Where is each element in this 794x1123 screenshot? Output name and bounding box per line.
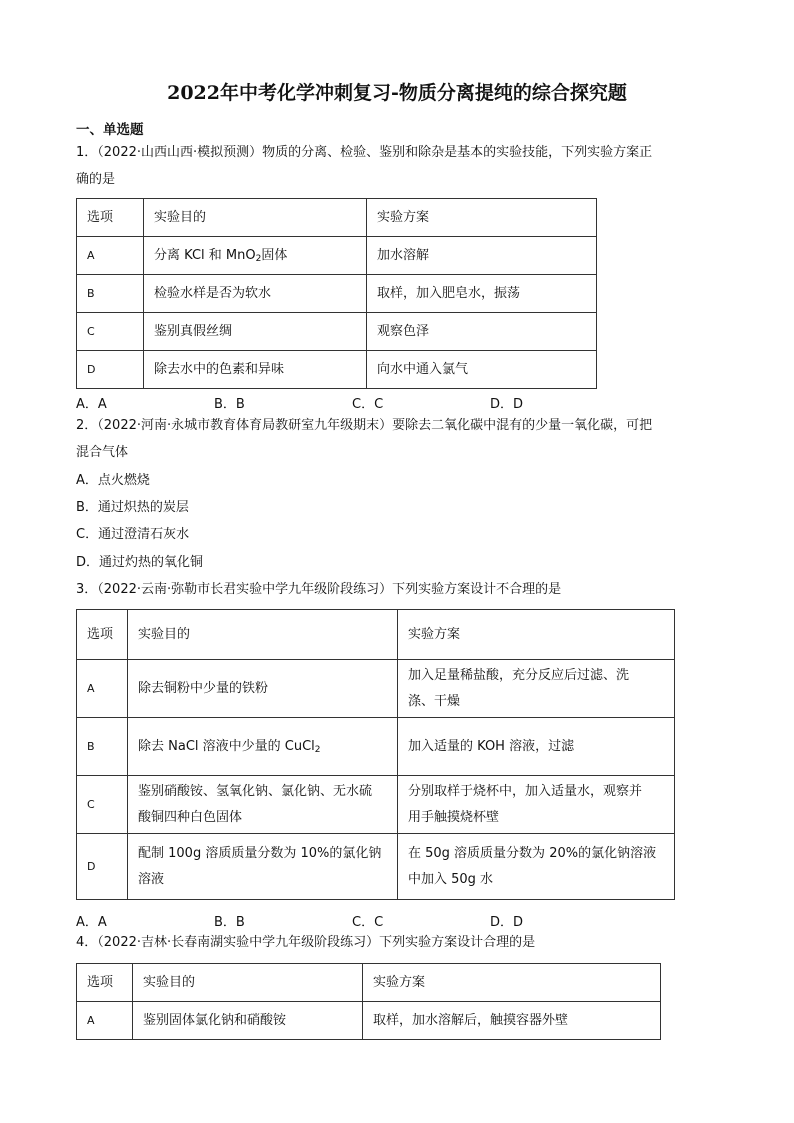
table-row (77, 718, 675, 776)
row-option: A (77, 660, 128, 718)
section-heading: 一、单选题 (76, 122, 144, 138)
question-2-line-1: 2．（2022·河南·永城市教育体育局教研室九年级期末）要除去二氧化碳中混有的少量一氧化碳，可把 (76, 418, 653, 433)
question-3-table (76, 609, 675, 900)
header-plan: 实验方案 (367, 199, 597, 237)
header-purpose: 实验目的 (128, 610, 398, 660)
header-plan: 实验方案 (398, 610, 675, 660)
choice-b: B．B (214, 397, 245, 412)
row-purpose: 除去 NaCl 溶液中少量的 CuCl$_2$ (128, 718, 398, 776)
question-1-line-1: 1．（2022·山西山西·模拟预测）物质的分离、检验、鉴别和除杂是基本的实验技能，下列实验方案正 (76, 145, 653, 160)
question-1-line-2: 确的是 (76, 172, 116, 187)
row-plan: 取样，加入肥皂水，振荡 (367, 275, 597, 313)
row-purpose: 配制 100g 溶质质量分数为 10%的氯化钠 溶液 (128, 834, 398, 900)
row-plan: 观察色泽 (367, 313, 597, 351)
table-row (77, 351, 597, 389)
question-4-line-1: 4．（2022·吉林·长春南湖实验中学九年级阶段练习）下列实验方案设计合理的是 (76, 935, 536, 950)
row-plan: 在 50g 溶质质量分数为 20%的氯化钠溶液 中加入 50g 水 (398, 834, 675, 900)
table-header-row (77, 199, 597, 237)
row-purpose: 检验水样是否为软水 (144, 275, 367, 313)
row-purpose: 分离 KCl 和 MnO$_2$固体 (144, 237, 367, 275)
row-plan: 加入适量的 KOH 溶液，过滤 (398, 718, 675, 776)
table-row (77, 1002, 661, 1040)
row-plan: 向水中通入氯气 (367, 351, 597, 389)
row-option: B (77, 275, 144, 313)
question-2-line-2: 混合气体 (76, 445, 129, 460)
choice-c: C．C (352, 915, 384, 930)
header-option: 选项 (77, 610, 128, 660)
row-option: C (77, 776, 128, 834)
table-row (77, 776, 675, 834)
question-4-table (76, 963, 661, 1040)
row-plan: 分别取样于烧杯中，加入适量水，观察并 用手触摸烧杯壁 (398, 776, 675, 834)
choice-d: D．D (490, 397, 524, 412)
option-a: A．点火燃烧 (76, 473, 150, 488)
option-d: D．通过灼热的氧化铜 (76, 555, 204, 570)
table-header-row (77, 610, 675, 660)
row-option: D (77, 834, 128, 900)
choice-c: C．C (352, 397, 384, 412)
choice-a: A．A (76, 397, 107, 412)
table-row (77, 237, 597, 275)
row-plan: 取样，加水溶解后，触摸容器外壁 (363, 1002, 661, 1040)
row-purpose: 鉴别硝酸铵、氢氧化钠、氯化钠、无水硫 酸铜四种白色固体 (128, 776, 398, 834)
choice-b: B．B (214, 915, 245, 930)
row-purpose: 鉴别真假丝绸 (144, 313, 367, 351)
question-3-line-1: 3．（2022·云南·弥勒市长君实验中学九年级阶段练习）下列实验方案设计不合理的是 (76, 582, 562, 597)
table-row (77, 275, 597, 313)
row-option: B (77, 718, 128, 776)
row-purpose: 除去铜粉中少量的铁粉 (128, 660, 398, 718)
row-option: A (77, 237, 144, 275)
table-row (77, 660, 675, 718)
row-plan: 加水溶解 (367, 237, 597, 275)
table-row (77, 834, 675, 900)
option-b: B．通过炽热的炭层 (76, 500, 189, 515)
choice-d: D．D (490, 915, 524, 930)
row-option: D (77, 351, 144, 389)
table-header-row (77, 964, 661, 1002)
choice-a: A．A (76, 915, 107, 930)
question-1-table (76, 198, 597, 389)
page-title: 2022年中考化学冲刺复习-物质分离提纯的综合探究题 (167, 82, 627, 104)
header-purpose: 实验目的 (133, 964, 363, 1002)
header-option: 选项 (77, 199, 144, 237)
table-row (77, 313, 597, 351)
row-option: C (77, 313, 144, 351)
row-purpose: 鉴别固体氯化钠和硝酸铵 (133, 1002, 363, 1040)
header-purpose: 实验目的 (144, 199, 367, 237)
header-option: 选项 (77, 964, 133, 1002)
row-option: A (77, 1002, 133, 1040)
header-plan: 实验方案 (363, 964, 661, 1002)
option-c: C．通过澄清石灰水 (76, 527, 190, 542)
row-purpose: 除去水中的色素和异味 (144, 351, 367, 389)
row-plan: 加入足量稀盐酸，充分反应后过滤、洗 涤、干燥 (398, 660, 675, 718)
